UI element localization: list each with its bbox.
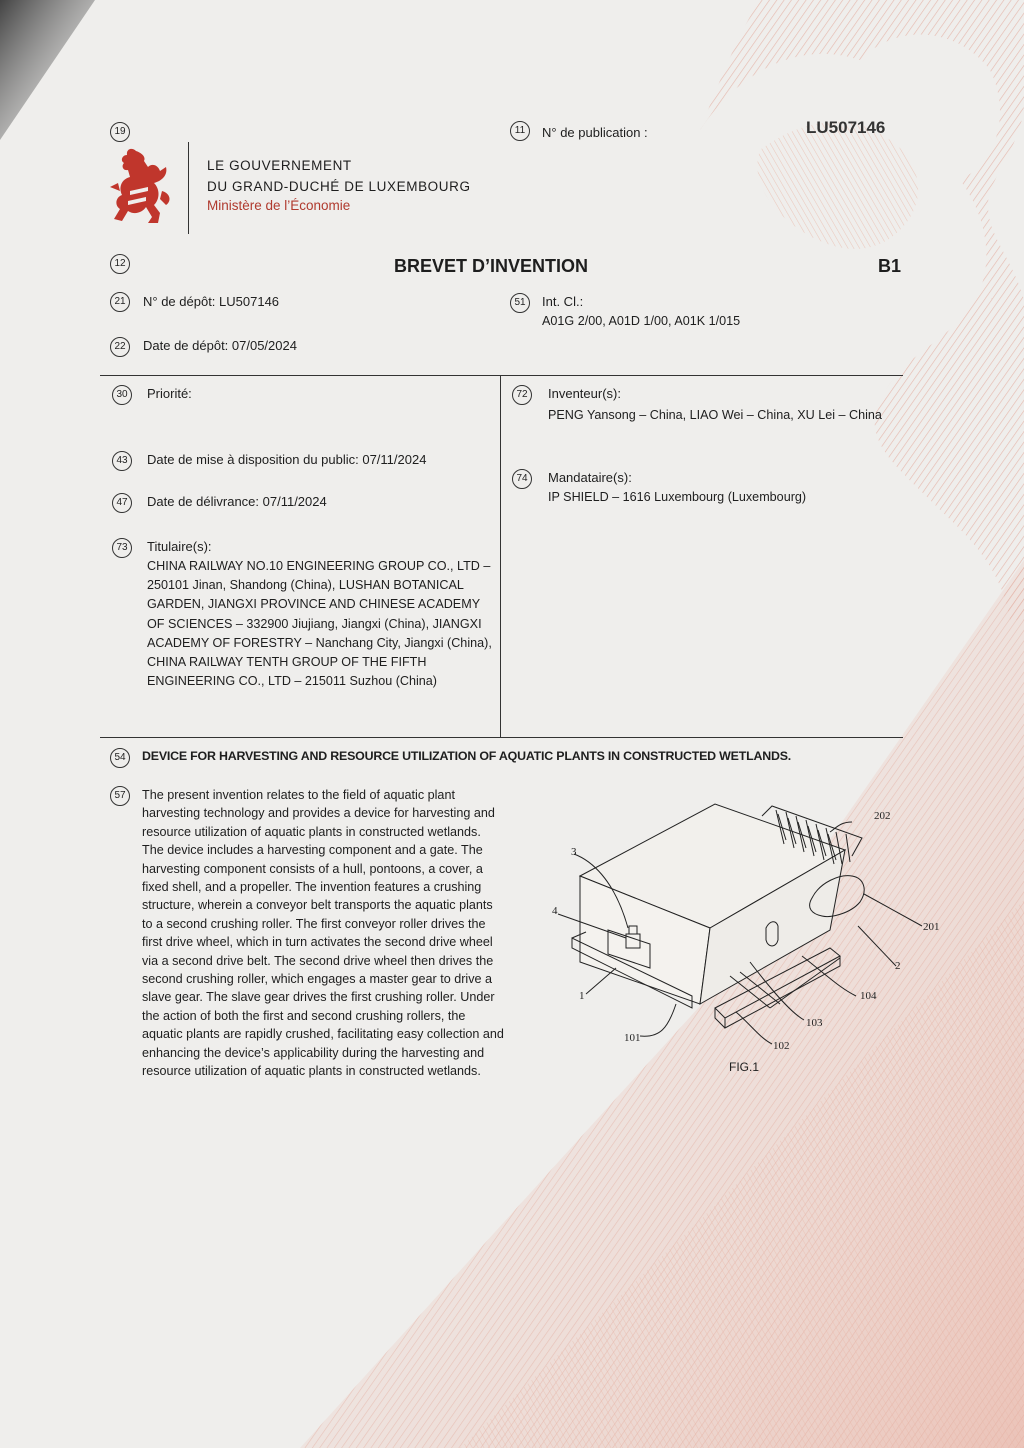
patent-figure-drawing xyxy=(540,798,940,1068)
deposit-number: N° de dépôt: LU507146 xyxy=(143,294,280,309)
inid-code-72: 72 xyxy=(512,385,532,405)
fig-label-101: 101 xyxy=(624,1032,641,1044)
kind-code: B1 xyxy=(878,256,902,276)
fig-label-103: 103 xyxy=(806,1017,823,1029)
public-availability-date: Date de mise à disposition du public: 07/11/2024 xyxy=(147,452,427,467)
figure-caption: FIG.1 xyxy=(729,1060,760,1074)
inid-code-73: 73 xyxy=(112,538,132,558)
inid-code-43: 43 xyxy=(112,451,132,471)
inid-code-30: 30 xyxy=(112,385,132,405)
invention-title: DEVICE FOR HARVESTING AND RESOURCE UTILIZATION OF AQUATIC PLANTS IN CONSTRUCTED WETLANDS. xyxy=(142,749,791,763)
priority-label: Priorité: xyxy=(147,386,192,401)
table-top-rule xyxy=(100,375,903,376)
ministry-name: Ministère de l’Économie xyxy=(207,198,351,213)
owners-label: Titulaire(s): xyxy=(147,539,212,554)
grant-date: Date de délivrance: 07/11/2024 xyxy=(147,494,327,509)
int-cl-label: Int. Cl.: xyxy=(542,294,584,309)
fig-label-104: 104 xyxy=(860,990,877,1002)
inid-code-11: 11 xyxy=(510,121,530,141)
fig-label-102: 102 xyxy=(773,1040,790,1052)
government-line-1: LE GOUVERNEMENT xyxy=(207,158,352,173)
int-cl-value: A01G 2/00, A01D 1/00, A01K 1/015 xyxy=(542,314,741,328)
table-bottom-rule xyxy=(100,737,903,738)
inid-code-21: 21 xyxy=(110,292,130,312)
fig-label-4: 4 xyxy=(552,905,558,917)
fig-label-202: 202 xyxy=(874,810,891,822)
inid-code-51: 51 xyxy=(510,293,530,313)
abstract-text: The present invention relates to the field of aquatic plant harvesting technology and provides a device for harvesting and resource utilization of aquatic plants in constructed wetlands. The device includes a harvesting component and a gate. The harvesting component consists of a hull, pontoons, a cover, a fixed shell, and a propeller. The invention features a crushing structure, wherein a conveyor belt transports the aquatic plants to a second crushing roller. The first conveyor roller drives the first drive wheel, which in turn activates the second drive wheel via a second drive belt. The second drive wheel then drives the second crushing roller, which engages a master gear to drive a slave gear. The slave gear drives the first crushing roller. Under the action of both the first and second crushing rollers, the aquatic plants are rapidly crushed, facilitating easy collection and enhancing the device’s applicability during the harvesting and resource utilization of aquatic plants in constructed wetlands. xyxy=(142,788,504,1079)
table-center-rule xyxy=(500,375,501,737)
government-line-2: DU GRAND-DUCHÉ DE LUXEMBOURG xyxy=(207,179,471,194)
inid-code-54: 54 xyxy=(110,748,130,768)
header-divider xyxy=(188,142,189,234)
inid-code-22: 22 xyxy=(110,337,130,357)
document-title: BREVET D’INVENTION xyxy=(394,256,589,276)
luxembourg-lion-icon xyxy=(108,147,172,225)
fig-label-201: 201 xyxy=(923,921,940,933)
agent-label: Mandataire(s): xyxy=(548,470,632,485)
inid-code-12: 12 xyxy=(110,254,130,274)
owners-text: CHINA RAILWAY NO.10 ENGINEERING GROUP CO., LTD – 250101 Jinan, Shandong (China), LUSHAN BOTANICAL GARDEN, JIANGXI PROVINCE AND CHINESE ACADEMY OF SCIENCES – 332900 Jiujiang, Jiangxi (China), JIANGXI ACADEMY OF FORESTRY – Nanchang City, Jiangxi (China), CHINA RAILWAY TENTH GROUP OF THE FIFTH ENGINEERING CO., LTD – 215011 Suzhou (China) xyxy=(147,559,492,689)
publication-label: N° de publication : xyxy=(542,125,648,140)
inid-code-47: 47 xyxy=(112,493,132,513)
deposit-date: Date de dépôt: 07/05/2024 xyxy=(143,338,297,353)
agent-text: IP SHIELD – 1616 Luxembourg (Luxembourg) xyxy=(548,490,807,504)
fig-label-1: 1 xyxy=(579,990,585,1002)
inventors-label: Inventeur(s): xyxy=(548,386,621,401)
fig-label-2: 2 xyxy=(895,960,901,972)
inid-code-74: 74 xyxy=(512,469,532,489)
publication-number: LU507146 xyxy=(806,118,886,137)
inventors-text: PENG Yansong – China, LIAO Wei – China, XU Lei – China xyxy=(548,408,882,422)
fig-label-3: 3 xyxy=(571,846,577,858)
inid-code-19: 19 xyxy=(110,122,130,142)
inid-code-57: 57 xyxy=(110,786,130,806)
